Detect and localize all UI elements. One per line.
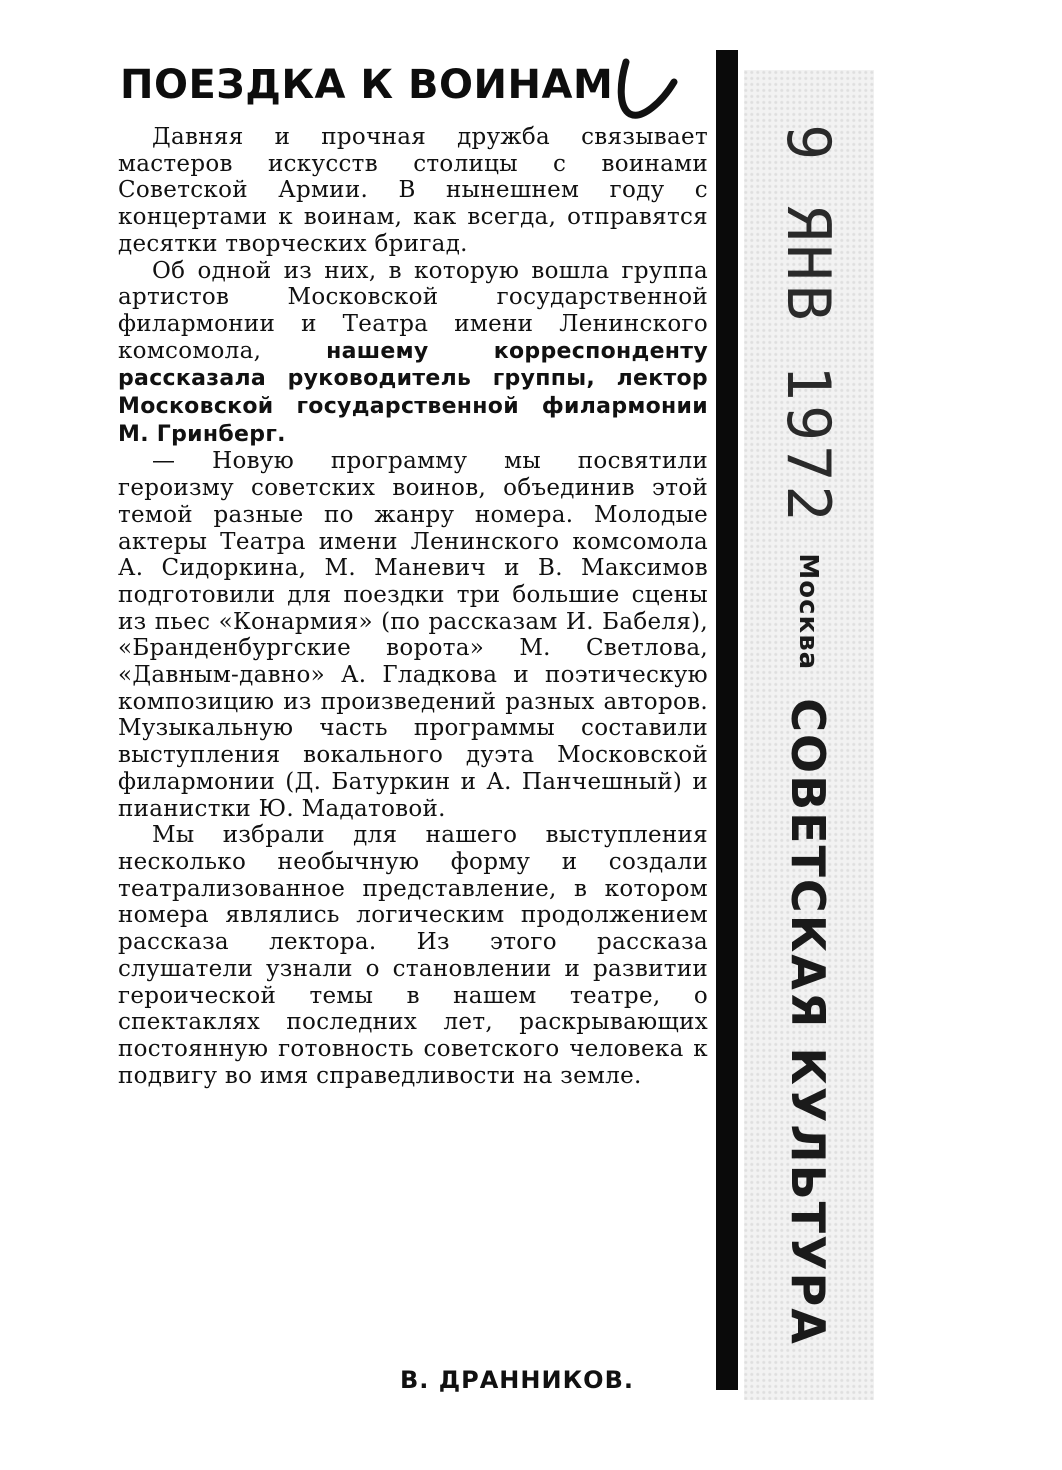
article-paragraph bbox=[118, 258, 708, 449]
article-paragraph: Давняя и прочная дружба связывает мастеров искусств столицы с воинами Советской Армии. В нынешнем году с концертами к воинам, как всегда, отправятся десятки творческих бригад. bbox=[118, 124, 708, 257]
stamp-city: Москва bbox=[793, 553, 823, 671]
article-paragraph-bold: нашему корреспонденту рассказала руководитель группы, лектор Московской государственной филармонии М. Гринберг. bbox=[118, 338, 708, 447]
handwritten-check-mark bbox=[612, 52, 682, 124]
author-signature: В. ДРАННИКОВ. bbox=[400, 1366, 634, 1394]
article-body bbox=[118, 124, 708, 1089]
article-headline: ПОЕЗДКА К ВОИНАМ bbox=[120, 62, 614, 108]
stamp-date: 9 ЯНВ 1972 bbox=[773, 124, 843, 526]
clipping-stamp bbox=[773, 124, 843, 1346]
article-paragraph: — Новую программу мы посвятили героизму советских воинов, объединив этой темой разные по жанру номера. Молодые актеры Театра имени Ленинского комсомола А. Сидоркина, М. Маневич и В. Максимов подготовили для поездки три большие сцены из пьес «Конармия» (по рассказам И. Бабеля), «Бранденбургские ворота» М. Светлова, «Давным-давно» А. Гладкова и поэтическую композицию из произведений разных авторов. Музыкальную часть программы составили выступления вокального дуэта Московской филармонии (Д. Батуркин и А. Панчешный) и пианистки Ю. Мадатовой. bbox=[118, 448, 708, 822]
stamp-source: СОВЕТСКАЯ КУЛЬТУРА bbox=[781, 698, 835, 1346]
column-rule bbox=[716, 50, 738, 1390]
article-paragraph-lead: Об одной из них, в которую вошла группа артистов Московской государственной филармонии и Театра имени Ленинского комсомола, bbox=[118, 257, 708, 364]
article-paragraph: Мы избрали для нашего выступления несколько необычную форму и создали театрализованное представление, в котором номера являлись логическим продолжением рассказа лектора. Из этого рассказа слушатели узнали о становлении и развитии героической темы в нашем театре, о спектаклях последних лет, раскрывающих постоянную готовность советского человека к подвигу во имя справедливости на земле. bbox=[118, 822, 708, 1089]
